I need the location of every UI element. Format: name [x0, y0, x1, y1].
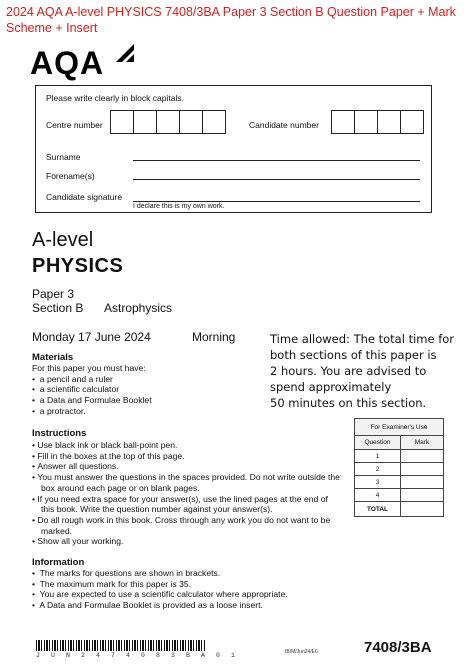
subject-name: PHYSICS: [32, 255, 124, 277]
examiner-use-table: [354, 418, 444, 517]
signature-label: Candidate signature: [46, 192, 123, 202]
information-heading: Information: [32, 557, 85, 568]
declaration-text: I declare this is my own work.: [133, 203, 225, 210]
signature-field[interactable]: [133, 201, 420, 202]
forenames-label: Forename(s): [46, 171, 95, 181]
document-title-banner: 2024 AQA A-level PHYSICS 7408/3BA Paper 3 Section B Question Paper + Mark Scheme + Insert: [6, 5, 456, 35]
centre-number-input[interactable]: [110, 110, 226, 134]
total-mark-cell[interactable]: [401, 502, 444, 517]
exam-date: Monday 17 June 2024: [32, 330, 151, 344]
instruction-item: • Show all your working.: [32, 536, 124, 547]
qualification-level: A-level: [32, 229, 94, 251]
footer-reference: IB/M/Jun24/E6: [285, 649, 318, 655]
question-number-cell: 1: [355, 450, 401, 463]
instructions-block: [32, 440, 342, 547]
materials-heading: Materials: [32, 352, 74, 363]
paper-code: 7408/3BA: [364, 639, 432, 656]
materials-item: • a Data and Formulae Booklet: [32, 395, 152, 406]
instruction-item: • Fill in the boxes at the top of this page.: [32, 450, 185, 461]
barcode-text: J U N 2 4 7 4 0 8 3 B A 0 1: [36, 652, 239, 659]
question-number-cell: 3: [355, 476, 401, 489]
mark-cell[interactable]: [401, 463, 444, 476]
time-allowed-line: 50 minutes on this section.: [270, 396, 427, 410]
candidate-number-input[interactable]: [331, 110, 424, 134]
materials-item: • a protractor.: [32, 405, 86, 416]
time-allowed-line: 2 hours. You are advised to: [270, 364, 427, 378]
materials-block: [32, 363, 252, 417]
instruction-item: • If you need extra space for your answer(s), use the lined pages at the end of this book. Write the question number against your answer(s).: [32, 493, 328, 515]
paper-number: Paper 3: [32, 287, 75, 301]
examiner-table-title: For Examiner's Use: [355, 419, 444, 436]
surname-field[interactable]: [133, 160, 420, 161]
instruction-item: • You must answer the questions in the spaces provided. Do not write outside the box around each page or on blank pages.: [32, 472, 340, 493]
aqa-logo-mark-icon: [112, 40, 138, 66]
surname-label: Surname: [46, 152, 81, 162]
materials-item: • a scientific calculator: [32, 384, 120, 395]
materials-intro: For this paper you must have:: [32, 363, 146, 373]
total-label-cell: TOTAL: [355, 502, 401, 517]
section-topic: Astrophysics: [104, 301, 173, 315]
forenames-field[interactable]: [133, 179, 420, 180]
information-item: • You are expected to use a scientific calculator where appropriate.: [32, 589, 288, 600]
question-column-header: Question: [355, 436, 401, 450]
instructions-heading: Instructions: [32, 428, 87, 439]
information-item: • The maximum mark for this paper is 35.: [32, 578, 192, 589]
section-label: Section B: [32, 301, 84, 315]
mark-cell[interactable]: [401, 450, 444, 463]
aqa-logo: AQA: [30, 45, 105, 81]
question-number-cell: 2: [355, 463, 401, 476]
time-allowed-line: both sections of this paper is: [270, 348, 437, 362]
exam-session: Morning: [192, 330, 236, 344]
barcode-image: [36, 640, 206, 651]
centre-number-label: Centre number: [46, 120, 103, 130]
time-allowed-line: spend approximately: [270, 380, 392, 394]
mark-cell[interactable]: [401, 476, 444, 489]
information-item: • The marks for questions are shown in brackets.: [32, 568, 221, 578]
time-allowed-block: [270, 331, 470, 411]
instruction-item: • Answer all questions.: [32, 461, 119, 472]
time-allowed-line: Time allowed: The total time for: [270, 332, 455, 346]
block-capitals-instruction: Please write clearly in block capitals.: [46, 93, 184, 103]
information-block: [32, 568, 352, 611]
mark-column-header: Mark: [401, 436, 444, 450]
instruction-item: • Do all rough work in this book. Cross through any work you do not want to be marked.: [32, 514, 331, 536]
instruction-item: • Use black ink or black ball-point pen.: [32, 440, 178, 450]
candidate-number-label: Candidate number: [249, 120, 319, 130]
question-number-cell: 4: [355, 489, 401, 502]
mark-cell[interactable]: [401, 489, 444, 502]
materials-item: • a pencil and a ruler: [32, 373, 113, 384]
information-item: • A Data and Formulae Booklet is provided as a loose insert.: [32, 600, 263, 611]
